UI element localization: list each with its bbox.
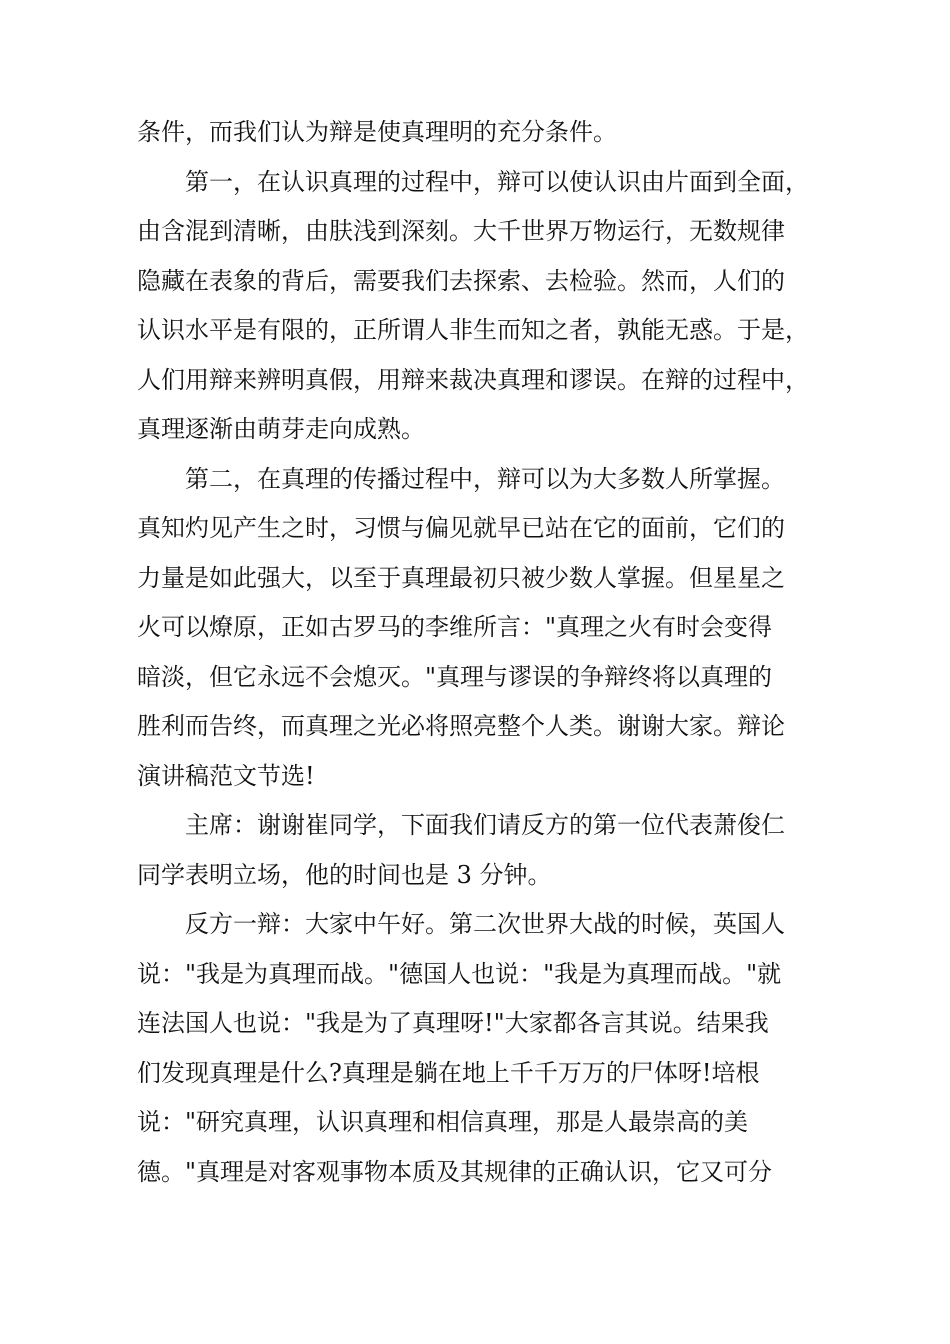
text-line: 认识水平是有限的，正所谓人非生而知之者，孰能无惑。于是， [137, 316, 809, 344]
text-line: 由含混到清晰，由肤浅到深刻。大千世界万物运行，无数规律 [137, 217, 785, 245]
text-line: 条件，而我们认为辩是使真理明的充分条件。 [137, 118, 617, 146]
text-line: 主席：谢谢崔同学，下面我们请反方的第一位代表萧俊仁 [185, 811, 785, 839]
text-line: 暗淡，但它永远不会熄灭。"真理与谬误的争辩终将以真理的 [137, 662, 773, 691]
document-body [137, 108, 837, 1197]
text-line: 真理逐渐由萌芽走向成熟。 [137, 415, 425, 443]
text-line: 同学表明立场，他的时间也是 3 分钟。 [137, 860, 552, 889]
text-line: 德。"真理是对客观事物本质及其规律的正确认识，它又可分 [137, 1157, 773, 1186]
text-line: 说："我是为真理而战。"德国人也说："我是为真理而战。"就 [137, 959, 782, 988]
text-line: 人们用辩来辨明真假，用辩来裁决真理和谬误。在辩的过程中， [137, 365, 809, 394]
text-line: 隐藏在表象的背后，需要我们去探索、去检验。然而，人们的 [137, 266, 785, 295]
text-line: 火可以燎原，正如古罗马的李维所言："真理之火有时会变得 [137, 613, 773, 641]
text-line: 胜利而告终，而真理之光必将照亮整个人类。谢谢大家。辩论 [137, 712, 785, 740]
text-line: 反方一辩：大家中午好。第二次世界大战的时候，英国人 [185, 910, 785, 938]
text-line: 演讲稿范文节选! [137, 761, 315, 790]
text-line: 第二，在真理的传播过程中，辩可以为大多数人所掌握。 [185, 464, 785, 493]
text-line: 说："研究真理，认识真理和相信真理，那是人最崇高的美 [137, 1108, 749, 1136]
text-line: 们发现真理是什么?真理是躺在地上千千万万的尸体呀!培根 [137, 1058, 760, 1087]
text-line: 真知灼见产生之时，习惯与偏见就早已站在它的面前，它们的 [137, 514, 785, 542]
text-line: 力量是如此强大，以至于真理最初只被少数人掌握。但星星之 [137, 563, 785, 592]
text-line: 连法国人也说："我是为了真理呀!"大家都各言其说。结果我 [137, 1009, 769, 1037]
text-line: 第一，在认识真理的过程中，辩可以使认识由片面到全面， [185, 167, 809, 196]
